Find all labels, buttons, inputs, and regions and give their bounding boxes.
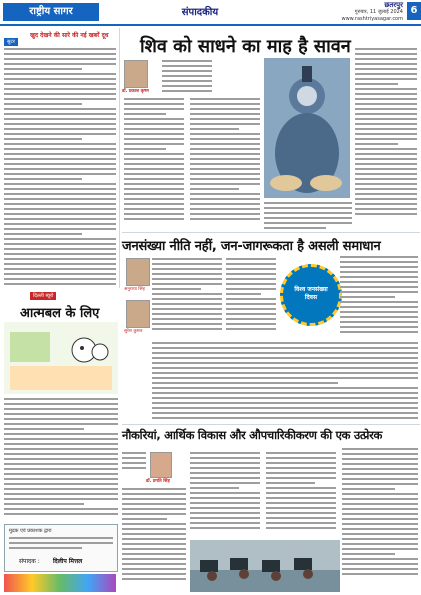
headline-atmbal: आत्मबल के लिए [20,306,100,321]
article-2-text-b [226,258,276,338]
editor-label: संपादक : [19,558,40,565]
office-art [190,540,340,592]
imprint-text [9,537,113,553]
bottom-decor-bar [4,574,116,592]
article-1-text-d [355,48,417,228]
article-2-text-d [152,342,418,422]
headline-jobs-economy: नौकरियां, आर्थिक विकास और औपचारिकीकरण की एक उत्प्रेरक [122,428,383,442]
headline-shiv-sawan: शिव को साधने का माह है सावन [140,36,351,57]
office-workers-photo [190,540,340,592]
article-1-text-a [124,98,184,228]
masthead [0,0,421,26]
author-name-4: डॉ. प्रगति सिंह [146,479,170,484]
article-3-text [4,398,118,518]
author-name-3: सुरेश कुमार [124,329,143,334]
masthead-meta [342,2,404,23]
column-divider [119,28,120,288]
article-4-text-d [266,452,336,538]
section-divider-1 [122,232,420,233]
shiva-illustration [264,58,350,198]
imprint-notice: मुद्रक एवं प्रकाशक द्वारा [9,528,52,534]
article-2-text-a [152,258,222,338]
masthead-website: www.rashtriyasagar.com [341,16,403,22]
paper-name: राष्ट्रीय सागर [3,3,99,21]
headline-population: जनसंख्या नीति नहीं, जन-जागरूकता है असली समाधान [122,239,381,254]
masthead-city: छतरपुर [384,1,403,9]
article-1-text-b [162,60,212,95]
cartoon-illustration [4,322,118,394]
author-photo-4 [150,452,172,478]
cartoon-art [4,322,118,394]
population-badge-text: विश्व जनसंख्या दिवस [294,286,328,301]
masthead-rule [0,24,421,26]
page-number: 6 [407,2,421,20]
population-badge [280,264,342,326]
article-1-text-c [190,98,260,228]
imprint-box [4,524,118,572]
left-column-text [4,48,116,288]
article-4-text-e [342,448,418,588]
author-photo-3 [126,300,150,328]
section-label-left: दिल्ली ब्यूरो [30,292,56,300]
author-name-2: अनुराधा सिंह [124,287,145,292]
article-4-text-c [190,452,260,538]
editor-name: दिलीप मित्तल [53,558,83,565]
article-1-text-e [264,202,352,230]
section-title: संपादकीय [181,7,219,18]
left-column-label: सुटर [4,38,18,46]
author-photo-2 [126,258,150,286]
article-2-text-c [340,256,418,340]
masthead-date: गुरुवार, 11 जुलाई 2024 [354,9,403,15]
shiva-image-art [264,58,350,198]
article-4-text-a [122,452,146,482]
left-column-subhead: खुद देखने की सारे की नई खबरें दूध [30,32,109,39]
author-name-1: डॉ. प्रकाश कृष्ण [122,89,149,94]
section-divider-2 [122,424,420,425]
article-4-text-b [122,488,186,588]
author-photo-1 [124,60,148,88]
